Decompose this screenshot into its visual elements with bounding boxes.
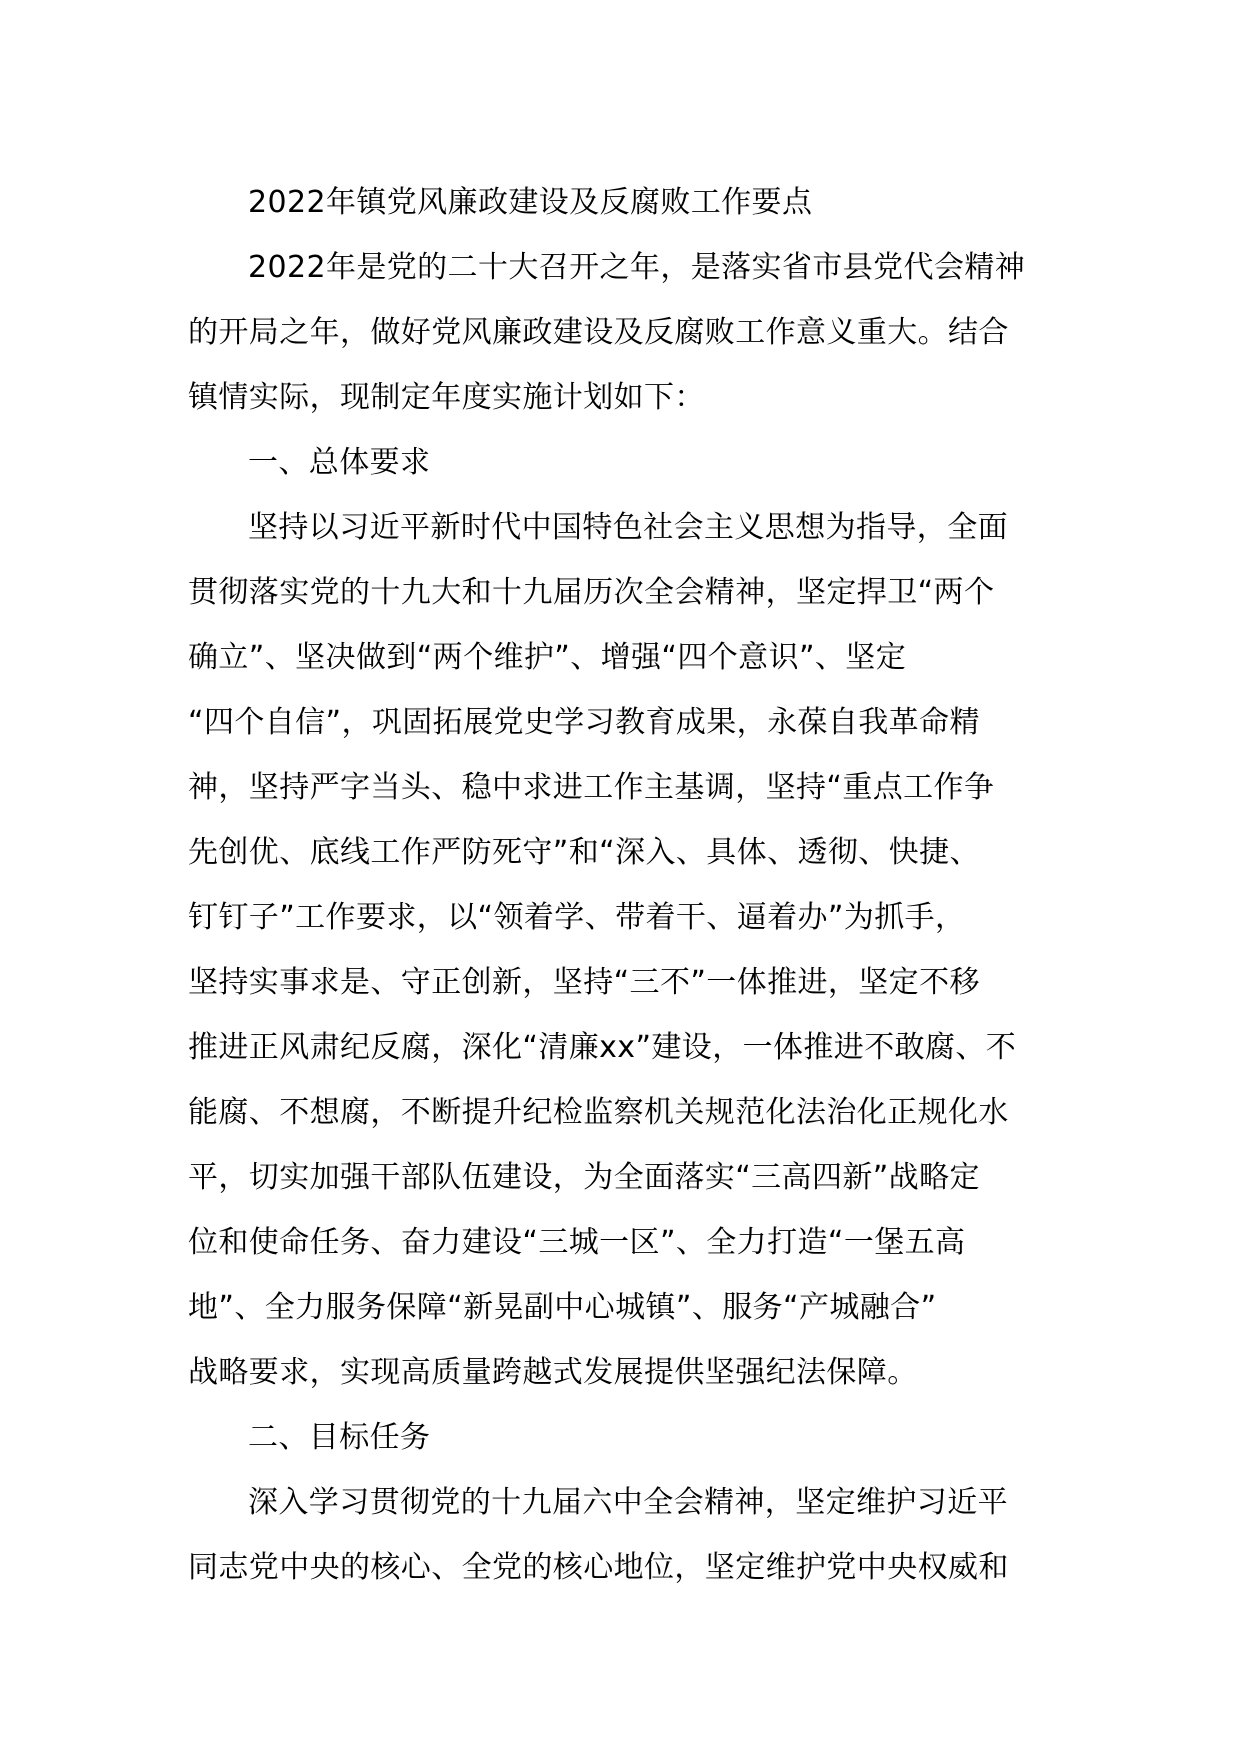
paragraph-line: 平，切实加强干部队伍建设，为全面落实“三高四新”战略定 xyxy=(188,1160,980,1195)
paragraph-line: 2022年是党的二十大召开之年，是落实省市县党代会精神 xyxy=(248,250,1026,285)
paragraph-line: 坚持以习近平新时代中国特色社会主义思想为指导，全面 xyxy=(248,510,1008,545)
paragraph-line: 确立”、坚决做到“两个维护”、增强“四个意识”、坚定 xyxy=(188,640,907,675)
section-heading: 二、目标任务 xyxy=(248,1420,431,1455)
paragraph-line: “四个自信”，巩固拓展党史学习教育成果，永葆自我革命精 xyxy=(188,705,980,740)
paragraph-line: 钉钉子”工作要求，以“领着学、带着干、逼着办”为抓手， xyxy=(188,900,966,935)
paragraph-line: 坚持实事求是、守正创新，坚持“三不”一体推进，坚定不移 xyxy=(188,965,980,1000)
paragraph-line: 战略要求，实现高质量跨越式发展提供坚强纪法保障。 xyxy=(188,1355,918,1390)
document-title: 2022年镇党风廉政建设及反腐败工作要点 xyxy=(248,185,813,220)
document-body xyxy=(188,170,1056,1600)
paragraph-line: 神，坚持严字当头、稳中求进工作主基调，坚持“重点工作争 xyxy=(188,770,995,805)
paragraph-line: 位和使命任务、奋力建设“三城一区”、全力打造“一堡五高 xyxy=(188,1225,966,1260)
paragraph-line: 的开局之年，做好党风廉政建设及反腐败工作意义重大。结合 xyxy=(188,315,1009,350)
paragraph-line: 同志党中央的核心、全党的核心地位，坚定维护党中央权威和 xyxy=(188,1550,1009,1585)
paragraph-line: 镇情实际，现制定年度实施计划如下： xyxy=(188,380,705,415)
section-heading: 一、总体要求 xyxy=(248,445,431,480)
paragraph-line: 贯彻落实党的十九大和十九届历次全会精神，坚定捍卫“两个 xyxy=(188,575,995,610)
paragraph-line: 推进正风肃纪反腐，深化“清廉xx”建设，一体推进不敢腐、不 xyxy=(188,1030,1017,1065)
paragraph-line: 地”、全力服务保障“新晃副中心城镇”、服务“产城融合” xyxy=(188,1290,937,1325)
paragraph-line: 深入学习贯彻党的十九届六中全会精神，坚定维护习近平 xyxy=(248,1485,1008,1520)
paragraph-line: 先创优、底线工作严防死守”和“深入、具体、透彻、快捷、 xyxy=(188,835,980,870)
paragraph-line: 能腐、不想腐，不断提升纪检监察机关规范化法治化正规化水 xyxy=(188,1095,1009,1130)
